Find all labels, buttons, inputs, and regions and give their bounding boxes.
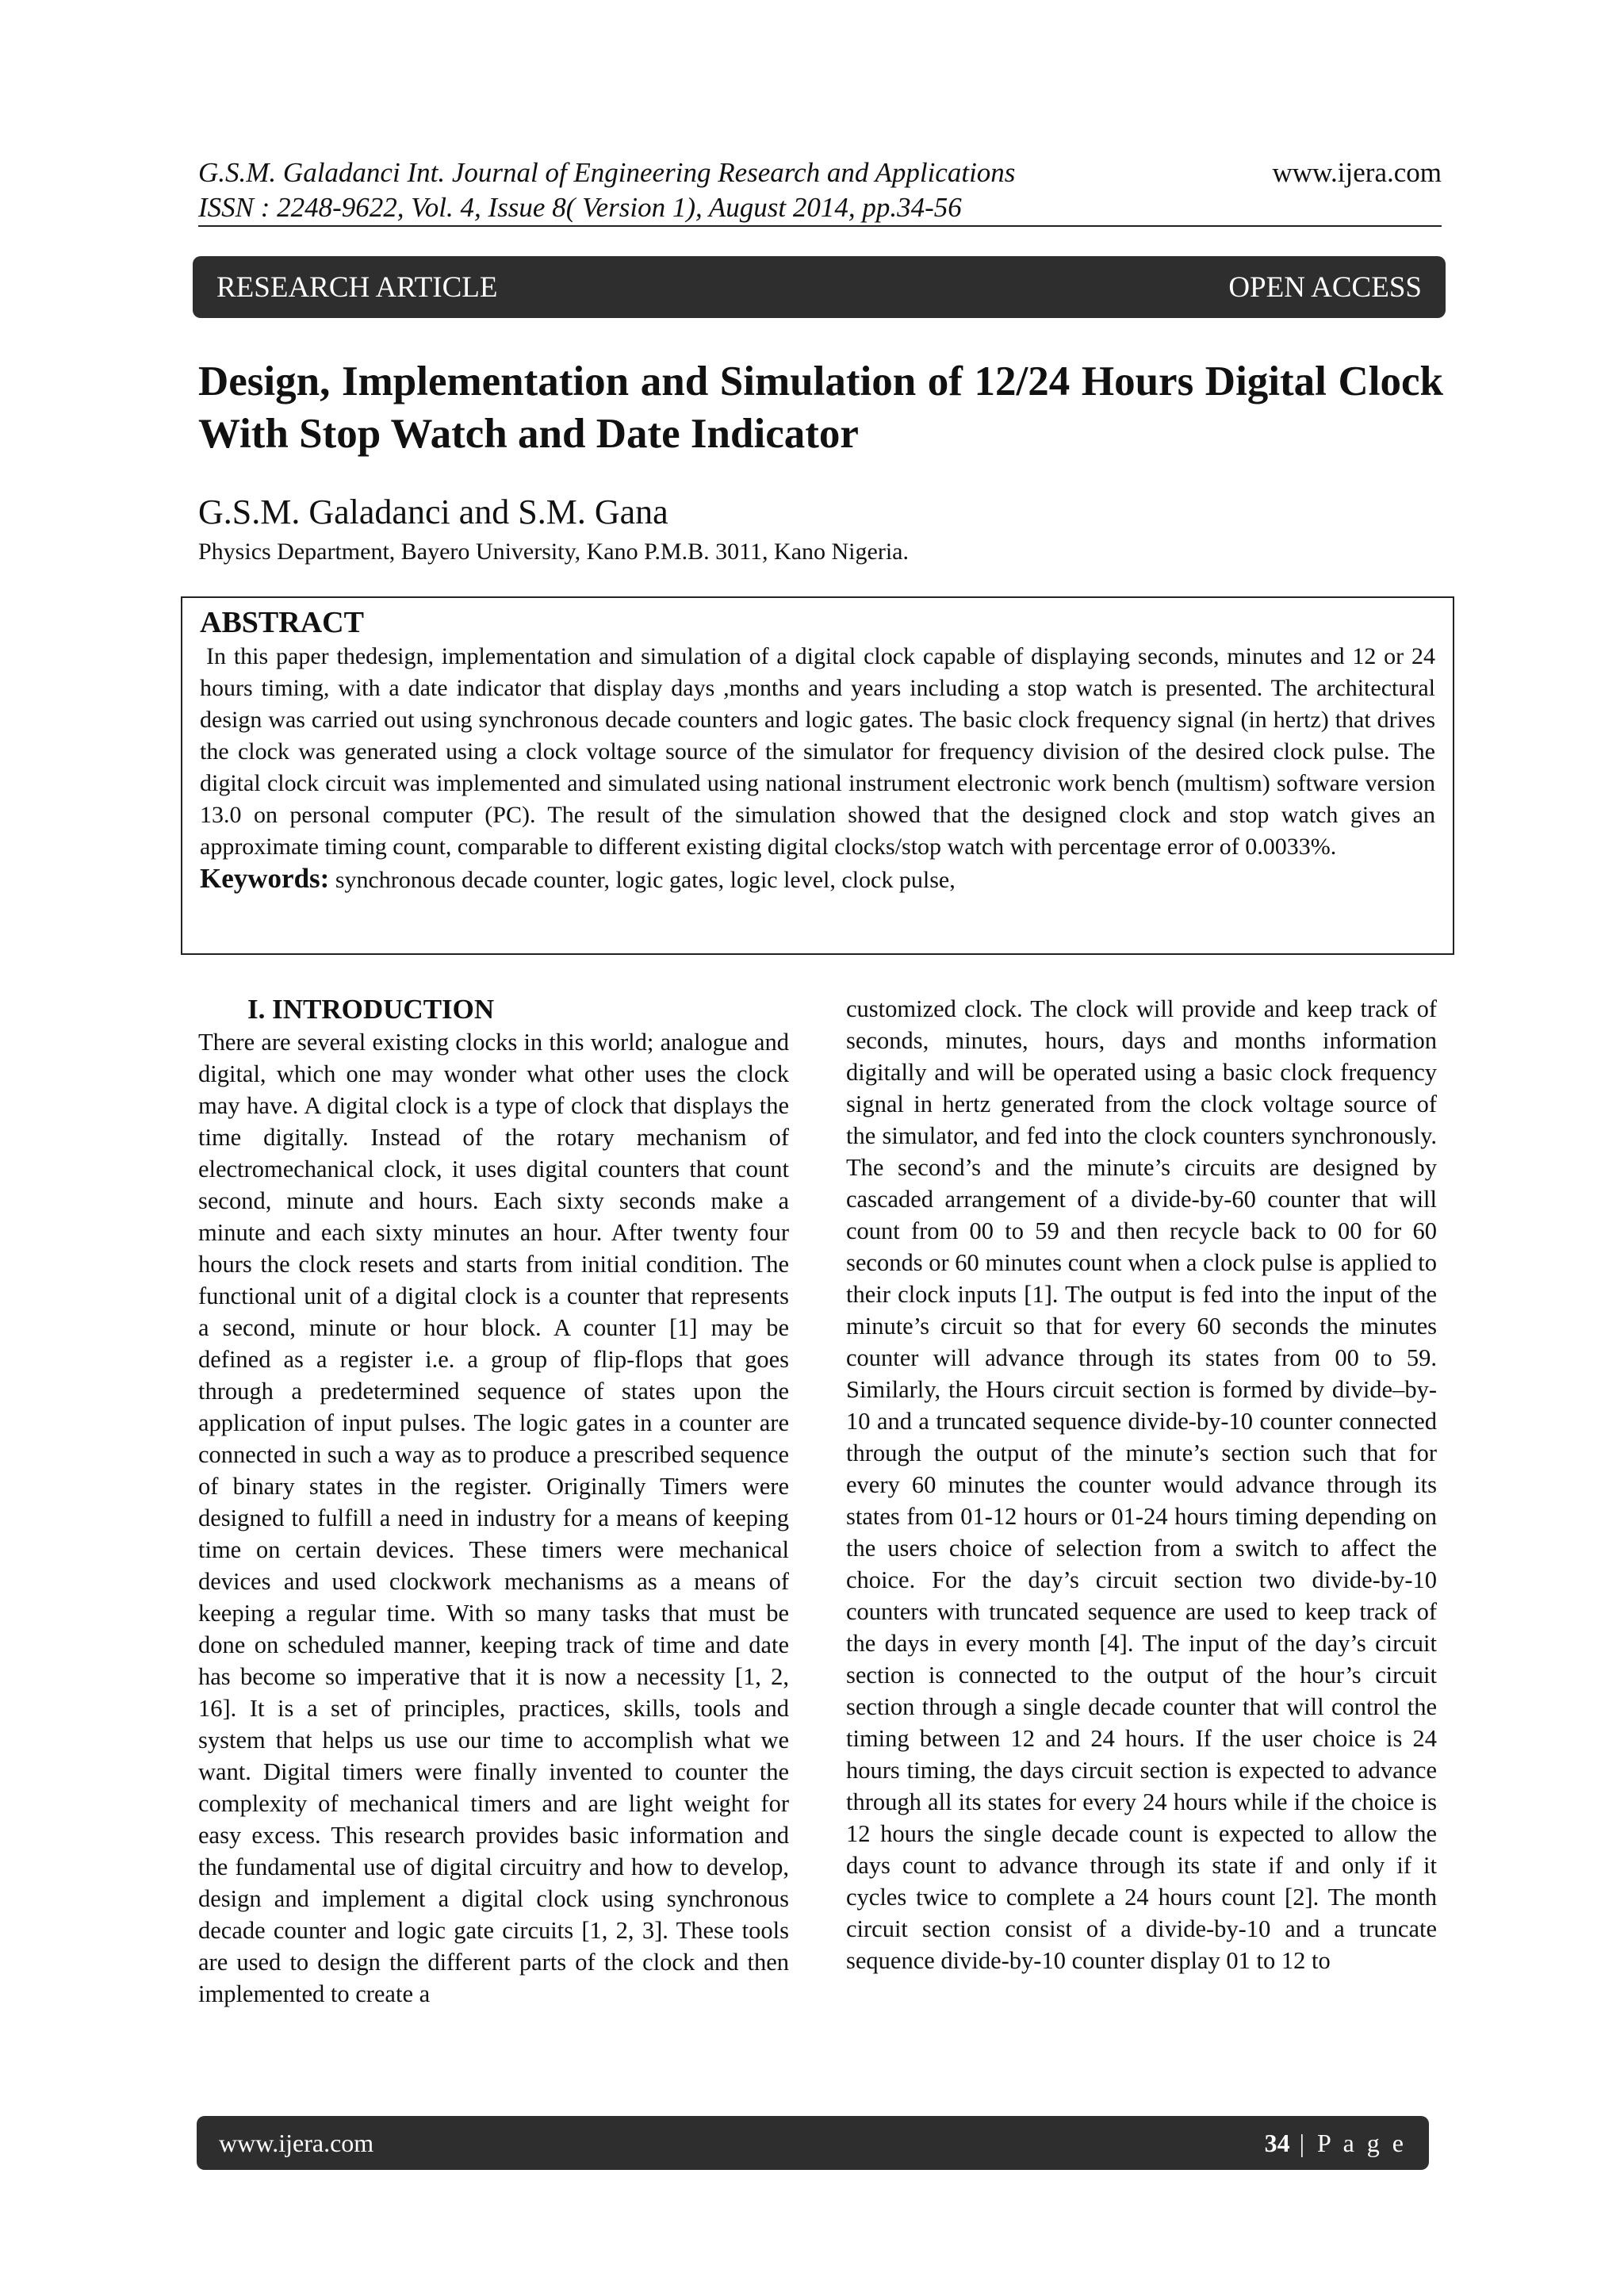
keywords <box>200 863 1435 896</box>
running-header <box>198 155 1442 228</box>
journal-citation: G.S.M. Galadanci Int. Journal of Engineering Research and Applications <box>198 157 1016 188</box>
keywords-text: synchronous decade counter, logic gates, logic level, clock pulse, <box>329 867 956 893</box>
abstract-text: In this paper thedesign, implementation and simulation of a digital clock capable of displaying seconds, minutes and 12 or 24 hours timing, with a date indicator that display days ,months and years including a stop watch is presented. The architectural design was carried out using synchronous decade counters and logic gates. The basic clock frequency signal (in hertz) that drives the clock was generated using a clock voltage source of the simulator for frequency division of the desired clock pulse. The digital clock circuit was implemented and simulated using national instrument electronic work bench (multism) software version 13.0 on personal computer (PC). The result of the simulation showed that the designed clock and stop watch gives an approximate timing count, comparable to different existing digital clocks/stop watch with percentage error of 0.0033%. <box>200 643 1435 860</box>
introduction-heading: I. INTRODUCTION <box>247 994 495 1025</box>
introduction-text-right: customized clock. The clock will provide and keep track of seconds, minutes, hours, days and months information digitally and will be operated using a basic clock frequency signal in hertz generated from the clock voltage source of the simulator, and fed into the clock counters synchronously. The second’s and the minute’s circuits are designed by cascaded arrangement of a divide-by-60 counter that will count from 00 to 59 and then recycle back to 00 for 60 seconds or 60 minutes count when a clock pulse is applied to their clock inputs [1]. The output is fed into the input of the minute’s circuit so that for every 60 seconds the minutes counter will advance through its states from 00 to 59. Similarly, the Hours circuit section is formed by divide–by-10 and a truncated sequence divide-by-10 counter connected through the output of the minute’s section such that for every 60 minutes the counter would advance through its states from 01-12 hours or 01-24 hours timing depending on the users choice of selection from a switch to affect the choice. For the day’s circuit section two divide-by-10 counters with truncated sequence are used to keep track of the days in every month [4]. The input of the day’s circuit section is connected to the output of the hour’s circuit section through a single decade counter that will control the timing between 12 and 24 hours. If the user choice is 24 hours timing, the days circuit section is expected to advance through all its states for every 24 hours while if the choice is 12 hours the single decade count is expected to allow the days count to advance through its state if and only if it cycles twice to complete a 24 hours count [2]. The month circuit section consist of a divide-by-10 and a truncate sequence divide-by-10 counter display 01 to 12 to <box>846 995 1437 1974</box>
open-access-label: OPEN ACCESS <box>1228 270 1422 304</box>
keywords-label: Keywords: <box>200 863 330 894</box>
paper-title: Design, Implementation and Simulation of 12/24 Hours Digital Clock With Stop Watch and Date Indicator <box>198 358 1443 457</box>
abstract-box <box>181 596 1454 955</box>
issn-line: ISSN : 2248-9622, Vol. 4, Issue 8( Version 1), August 2014, pp.34-56 <box>198 192 962 223</box>
footer-bar <box>197 2116 1429 2170</box>
introduction-text-left: There are several existing clocks in this world; analogue and digital, which one may wonder what other uses the clock may have. A digital clock is a type of clock that displays the time digitally. Instead of the rotary mechanism of electromechanical clock, it uses digital counters that count second, minute and hours. Each sixty seconds make a minute and each sixty minutes an hour. After twenty four hours the clock resets and starts from initial condition. The functional unit of a digital clock is a counter that represents a second, minute or hour block. A counter [1] may be defined as a register i.e. a group of flip-flops that goes through a predetermined sequence of states upon the application of input pulses. The logic gates in a counter are connected in such a way as to produce a prescribed sequence of binary states in the register. Originally Timers were designed to fulfill a need in industry for a means of keeping time on certain devices. These timers were mechanical devices and used clockwork mechanisms as a means of keeping a regular time. With so many tasks that must be done on scheduled manner, keeping track of time and date has become so imperative that it is now a necessity [1, 2, 16]. It is a set of principles, practices, skills, tools and system that helps us use our time to accomplish what we want. Digital timers were finally invented to counter the complexity of mechanical timers and are light weight for easy excess. This research provides basic information and the fundamental use of digital circuitry and how to develop, design and implement a digital clock using synchronous decade counter and logic gate circuits [1, 2, 3]. These tools are used to design the different parts of the clock and then implemented to create a <box>198 1029 789 2007</box>
footer-website: www.ijera.com <box>219 2128 374 2157</box>
header-rule <box>198 225 1442 227</box>
authors: G.S.M. Galadanci and S.M. Gana <box>198 493 668 531</box>
left-column <box>198 993 789 2010</box>
article-type-banner <box>193 256 1446 318</box>
affiliation: Physics Department, Bayero University, Kano P.M.B. 3011, Kano Nigeria. <box>198 539 909 565</box>
research-article-label: RESEARCH ARTICLE <box>216 270 498 304</box>
page-label: | P a g e <box>1289 2128 1407 2157</box>
page-number: 34 <box>1264 2128 1290 2157</box>
abstract-heading: ABSTRACT <box>200 606 364 639</box>
right-column <box>846 993 1437 1976</box>
page-indicator <box>1265 2129 1407 2158</box>
header-website: www.ijera.com <box>1272 157 1442 188</box>
